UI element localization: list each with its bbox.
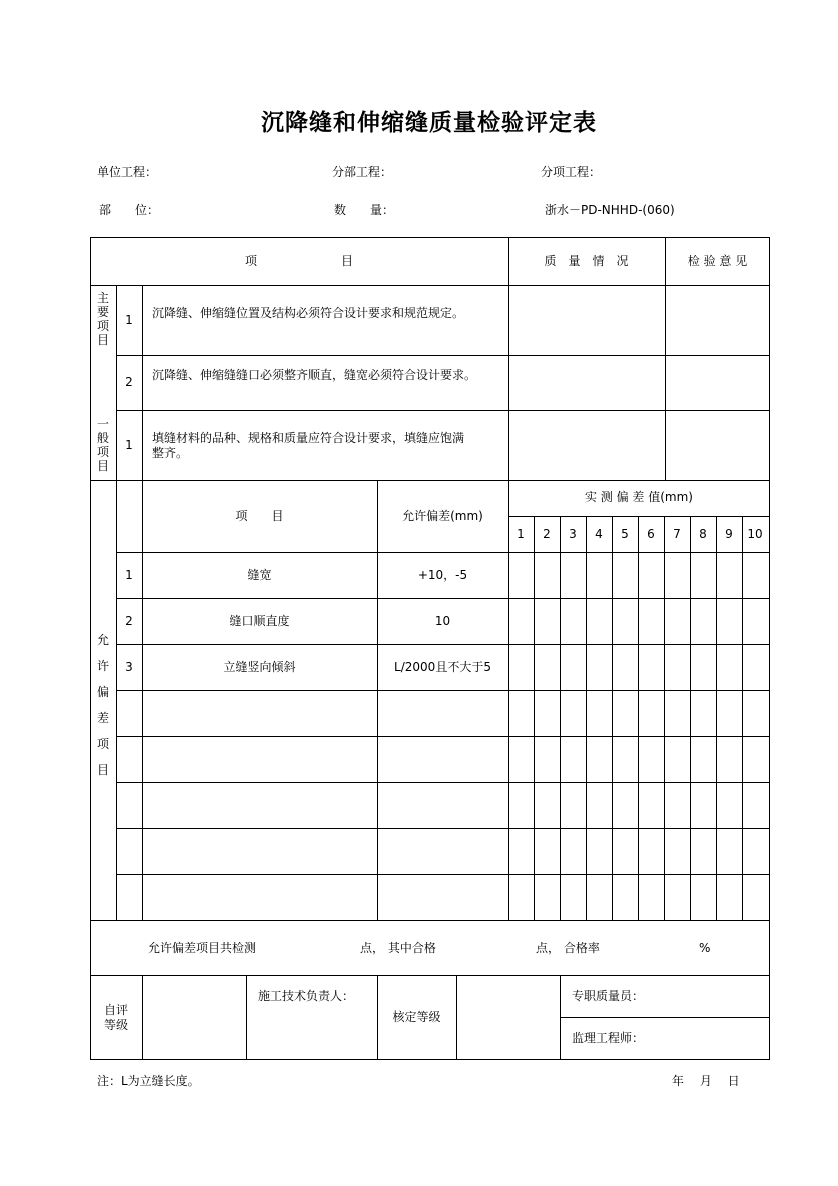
location-label: 部 位： [99,203,160,217]
deviation-item-name: 缝口顺直度 [229,614,290,628]
summary-qualified-label: 点， 其中合格 [360,941,436,955]
measure-point-header: 4 [595,527,603,541]
technical-leader-label: 施工技术负责人： [258,989,355,1003]
main-items-group-label: 主 要 项 目 [96,291,109,347]
main-item-number: 2 [125,375,133,389]
deviation-group-label: 允 许 偏 差 项 目 [96,633,109,777]
measure-point-header: 1 [517,527,525,541]
form-code: 浙水－PD-NHHD-(060) [545,203,675,217]
measure-point-header: 10 [747,527,763,541]
main-item-text: 沉降缝、伸缩缝位置及结构必须符合设计要求和规范规定。 [152,306,465,320]
main-item-text: 沉降缝、伸缩缝缝口必须整齐顺直，缝宽必须符合设计要求。 [152,368,477,382]
column-header-item: 项 目 [244,254,353,268]
deviation-item-name: 立缝竖向倾斜 [223,660,296,674]
summary-total-label: 允许偏差项目共检测 [148,941,257,955]
deviation-column-tolerance: 允许偏差(mm) [402,509,483,523]
general-item-text: 填缝材料的品种、规格和质量应符合设计要求，填缝应饱满整齐。 [152,431,465,460]
measure-point-header: 5 [621,527,629,541]
table-grid [90,237,770,1060]
self-evaluation-grade-label: 自评 等级 [103,1003,128,1032]
measure-point-header: 6 [647,527,655,541]
quality-officer-label: 专职质量员： [572,989,645,1003]
item-project-label: 分项工程： [541,165,602,179]
general-item-number: 1 [125,438,133,452]
measure-point-header: 3 [569,527,577,541]
evaluation-table [90,237,770,1060]
main-item-number: 1 [125,313,133,327]
deviation-item-number: 3 [125,660,133,674]
deviation-item-tolerance: L/2000且不大于5 [394,660,491,674]
deviation-item-name: 缝宽 [247,568,272,582]
verified-grade-label: 核定等级 [392,1010,441,1024]
general-items-group-label: 一 般 项 目 [96,417,109,473]
measure-point-header: 9 [725,527,733,541]
column-header-quality: 质 量 情 况 [544,254,629,268]
quantity-label: 数 量： [334,203,395,217]
division-project-label: 分部工程： [332,165,393,179]
measure-point-header: 2 [543,527,551,541]
deviation-item-tolerance: 10 [434,614,451,628]
deviation-item-tolerance: +10，-5 [417,568,468,582]
date-label: 年 月 日 [672,1074,740,1088]
deviation-column-measured: 实 测 偏 差 值(mm) [584,490,693,504]
page-title: 沉降缝和伸缩缝质量检验评定表 [261,110,597,136]
footnote: 注：L为立缝长度。 [97,1074,200,1088]
measure-point-header: 8 [699,527,707,541]
measure-point-header: 7 [673,527,681,541]
supervisor-label: 监理工程师： [572,1031,645,1045]
summary-rate-label: 点， 合格率 [536,941,600,955]
deviation-item-number: 2 [125,614,133,628]
summary-percent-sign: % [699,941,711,955]
deviation-item-number: 1 [125,568,133,582]
deviation-column-item: 项 目 [235,509,284,523]
column-header-opinion: 检 验 意 见 [687,254,748,268]
unit-project-label: 单位工程： [97,165,158,179]
